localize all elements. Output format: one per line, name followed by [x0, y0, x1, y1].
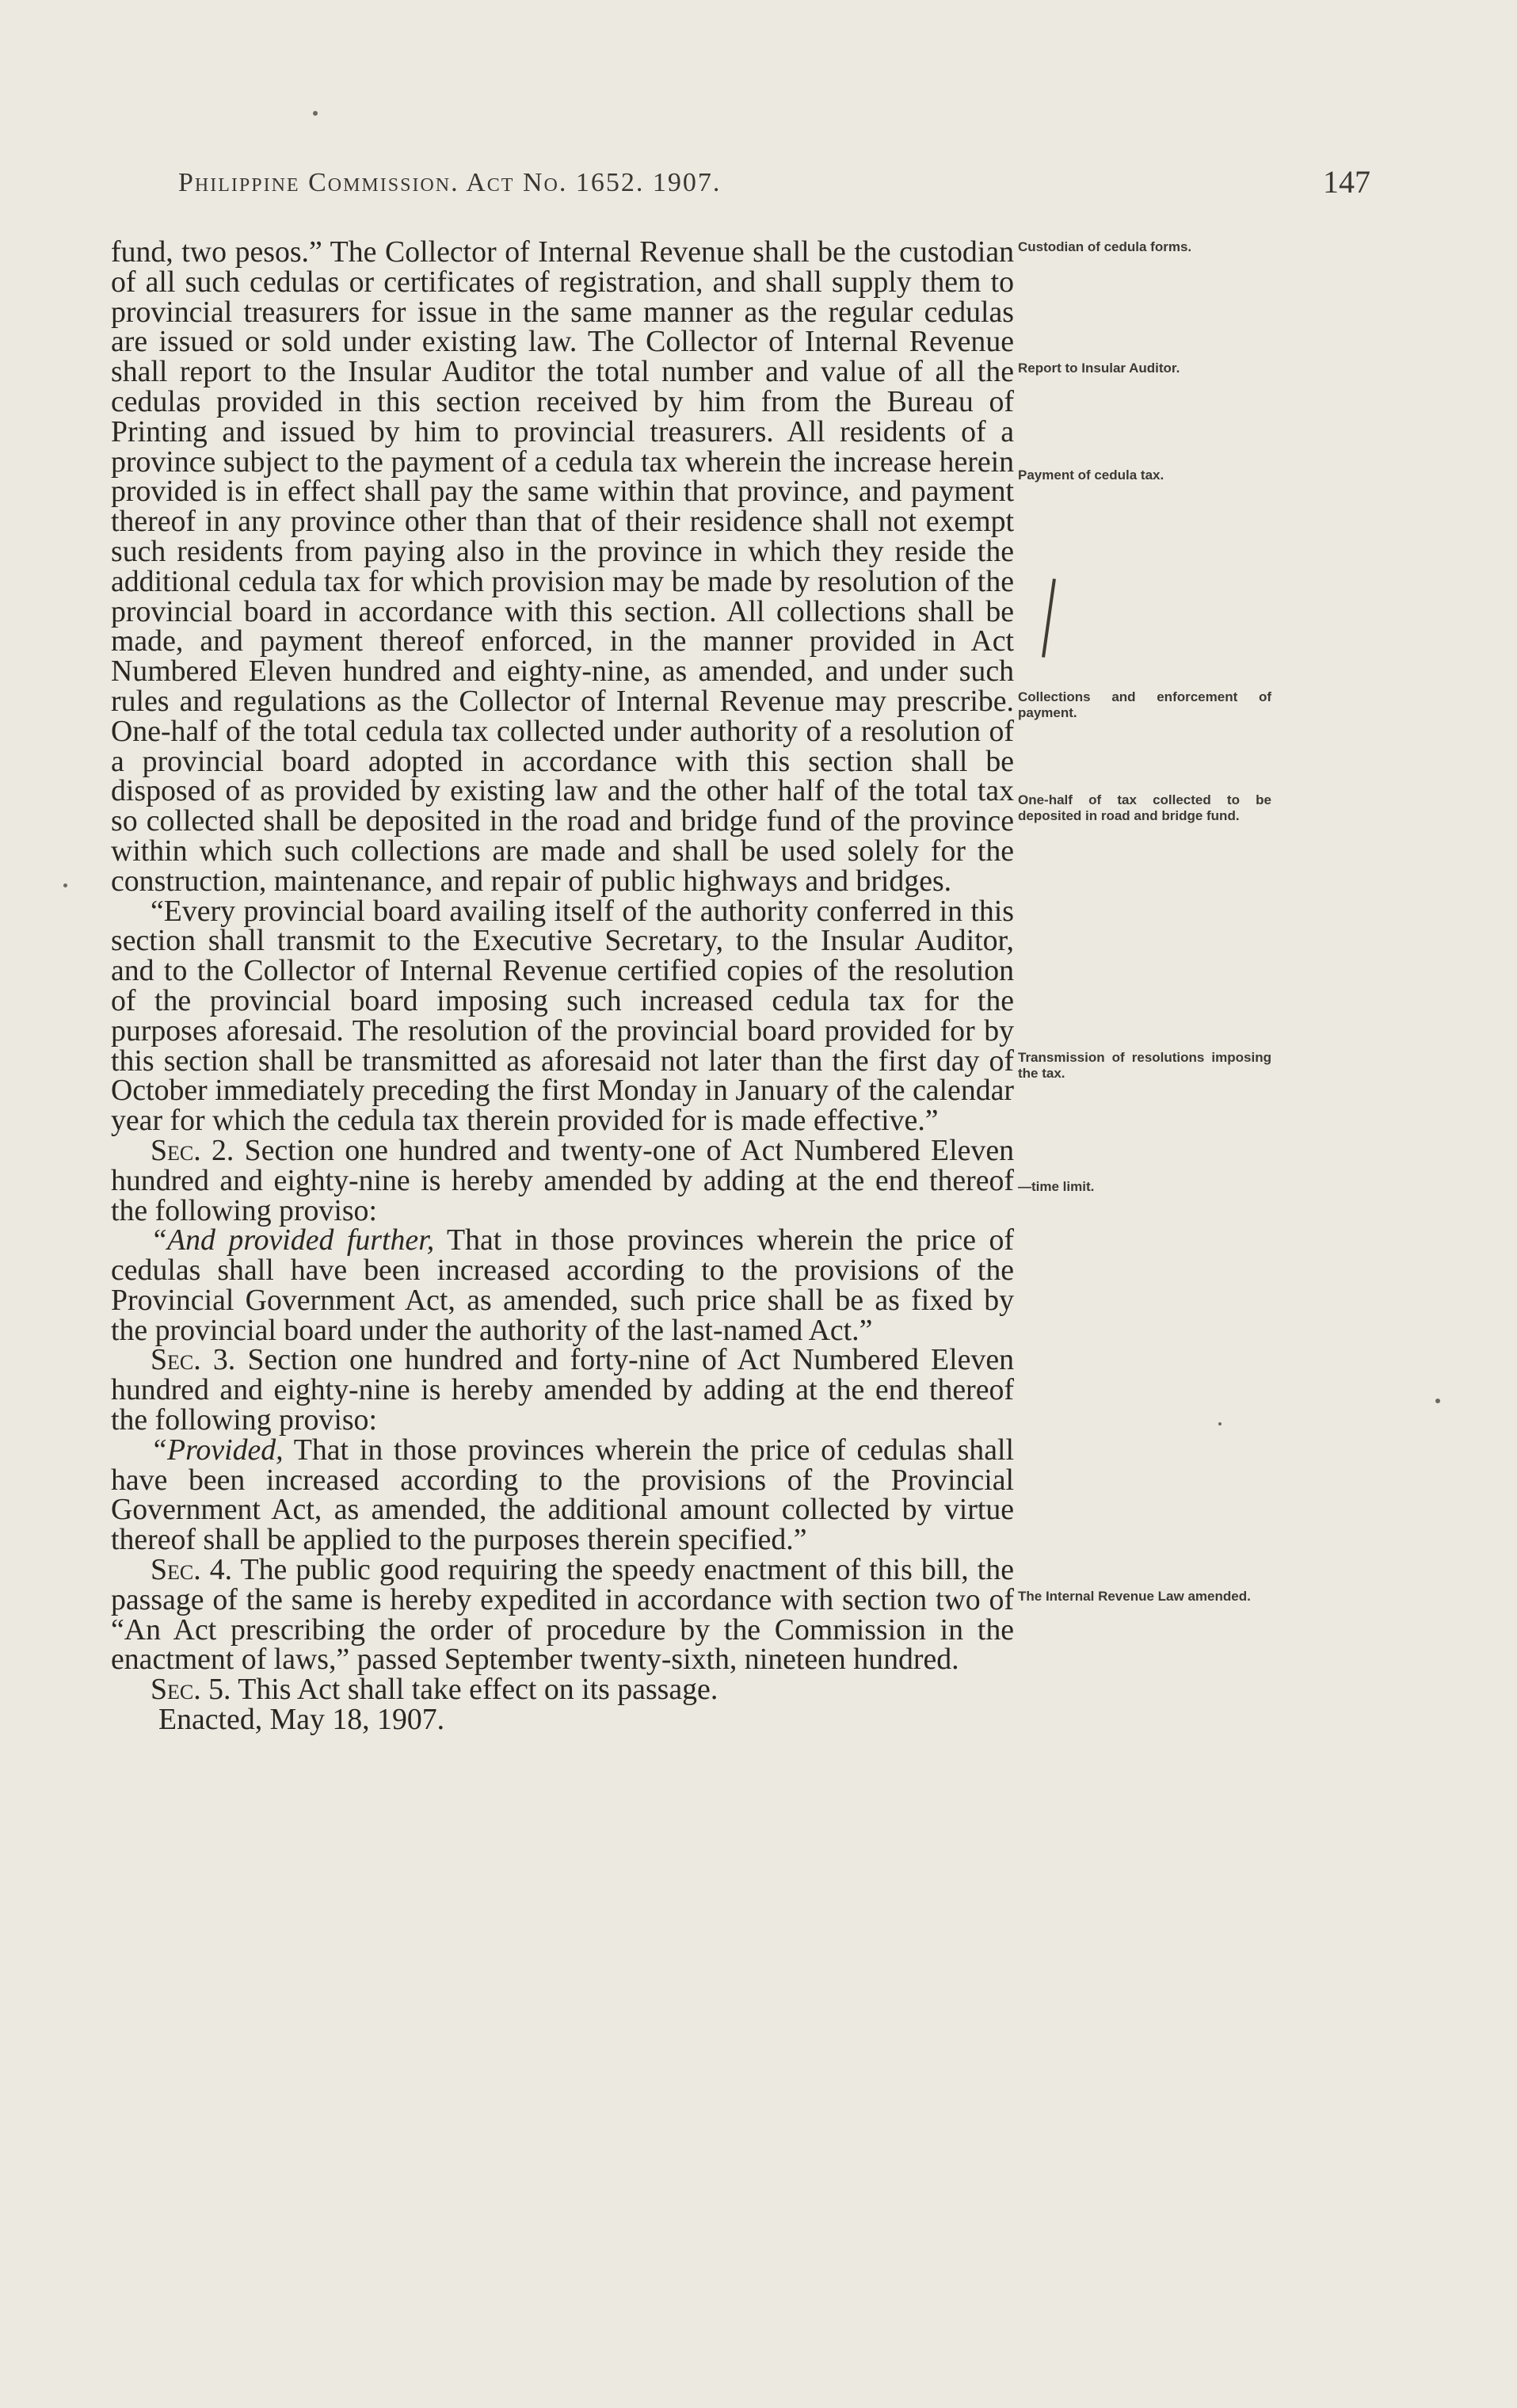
proviso-1-text: That in those provinces wherein the price of cedulas shall have been increased according to the provisions of the Provincial Government Act, as amended, such price shall be as fixed by the provincial board under the authority of the last-named Act.” — [111, 1223, 1014, 1347]
margin-note-one-half: One-half of tax collected to be deposited in road and bridge fund. — [1018, 792, 1271, 823]
paragraph-continuation: fund, two pesos.” The Collector of Internal Revenue shall be the custodian of all such cedulas or certificates of registration, and shall supply them to provincial treasurers for issue in the same manner as the regular cedulas are issued or sold under existing law. The Collector of Internal Revenue shall report to the Insular Auditor the total number and value of all the cedulas provided in this section received by him from the Bureau of Printing and issued by him to provincial treasurers. All residents of a province subject to the payment of a cedula tax wherein the increase herein provided is in effect shall pay the same within that province, and payment thereof in any province other than that of their residence shall not exempt such residents from paying also in the province in which they reside the additional cedula tax for which provision may be made by resolution of the provincial board in accordance with this section. All collections shall be made, and payment thereof enforced, in the manner provided in Act Numbered Eleven hundred and eighty-nine, as amended, and under such rules and regulations as the Collector of Internal Revenue may prescribe. One-half of the total cedula tax collected under authority of a resolution of a provincial board adopted in accordance with this section shall be disposed of as provided by existing law and the other half of the total tax so collected shall be deposited in the road and bridge fund of the province within which such collections are made and shall be used solely for the construction, maintenance, and repair of public highways and bridges. — [111, 235, 1014, 898]
section-5-text: This Act shall take effect on its passage. — [238, 1673, 718, 1707]
paper-speck — [63, 883, 67, 887]
section-2-text: Section one hundred and twenty-one of Act Numbered Eleven hundred and eighty-nine is hereby amended by adding at the end thereof the following proviso: — [111, 1133, 1014, 1227]
paragraph-provincial-board: “Every provincial board availing itself of the authority conferred in this section shall transmit to the Executive Secretary, to the Insular Auditor, and to the Collector of Internal Revenue certified copies of the resolution of the provincial board imposing such increased cedula tax for the purposes aforesaid. The resolution of the provincial board provided for by this section shall be transmitted as aforesaid not later than the first day of October immediately preceding the first Monday in January of the calendar year for which the cedula tax therein provided for is made effective.” — [111, 894, 1014, 1138]
handwritten-mark — [1042, 578, 1056, 658]
margin-note-custodian: Custodian of cedula forms. — [1018, 239, 1192, 254]
margin-note-report: Report to Insular Auditor. — [1018, 361, 1180, 376]
section-3-text: Section one hundred and forty-nine of Act Numbered Eleven hundred and eighty-nine is hereby amended by adding at the end thereof the following proviso: — [111, 1343, 1014, 1437]
page-number: 147 — [1323, 164, 1370, 200]
margin-note-transmission: Transmission of resolutions imposing the tax. — [1018, 1050, 1271, 1081]
proviso-1 — [111, 1223, 1014, 1347]
section-3-label: Sec. 3. — [151, 1343, 236, 1377]
section-4-text: The public good requiring the speedy enactment of this bill, the passage of the same is hereby expedited in accordance with section two of “An Act prescribing the order of procedure by the Commission in the enactment of laws,” passed September twenty-sixth, nineteen hundred. — [111, 1553, 1014, 1677]
section-5 — [111, 1675, 1014, 1705]
body-text — [111, 235, 1014, 1737]
margin-note-internal-revenue: The Internal Revenue Law amended. — [1018, 1589, 1251, 1604]
section-4-label: Sec. 4. — [151, 1553, 233, 1587]
paper-speck — [1218, 1422, 1222, 1425]
section-2-label: Sec. 2. — [151, 1133, 234, 1167]
proviso-2 — [111, 1433, 1014, 1557]
margin-note-collections: Collections and enforcement of payment. — [1018, 689, 1271, 720]
margin-note-payment: Payment of cedula tax. — [1018, 467, 1164, 483]
proviso-2-text: That in those provinces wherein the price of cedulas shall have been increased according to the provisions of the Provincial Government Act, as amended, the additional amount collected by virtue thereof shall be applied to the purposes therein specified.” — [111, 1433, 1014, 1557]
page-header — [178, 164, 1370, 216]
section-5-label: Sec. 5. — [151, 1673, 231, 1707]
running-head: Philippine Commission. Act No. 1652. 1907. — [178, 168, 722, 197]
proviso-2-italic: “Provided, — [151, 1433, 284, 1467]
section-4 — [111, 1555, 1014, 1675]
section-2 — [111, 1133, 1014, 1227]
section-3 — [111, 1345, 1014, 1435]
proviso-1-italic: “And provided further, — [151, 1223, 435, 1257]
paper-speck — [313, 111, 318, 116]
paper-speck — [1435, 1399, 1440, 1403]
margin-note-time-limit: —time limit. — [1018, 1179, 1095, 1194]
enacted-line: Enacted, May 18, 1907. — [158, 1703, 445, 1737]
